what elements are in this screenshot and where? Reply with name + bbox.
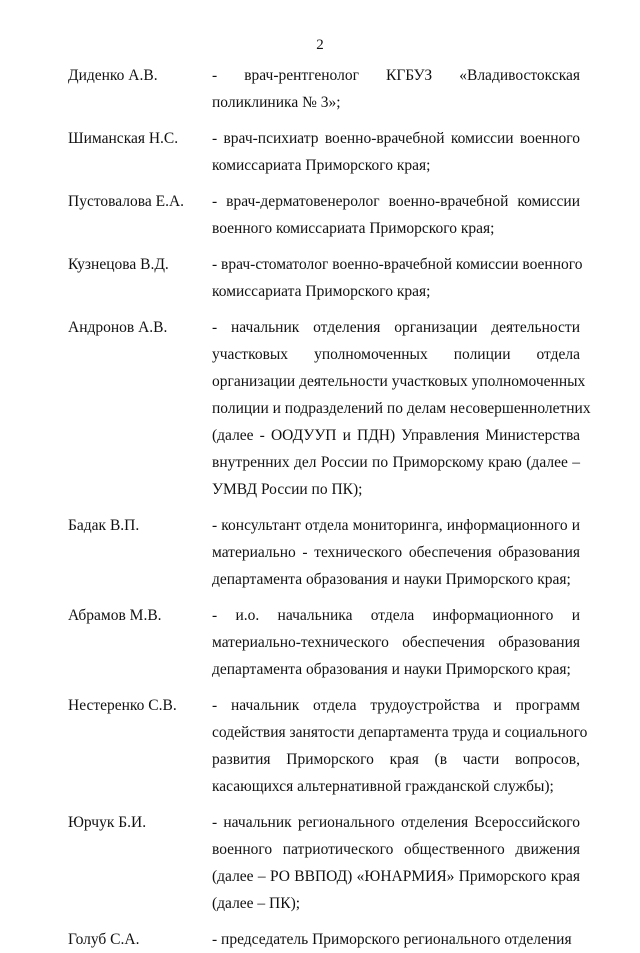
member-name: Диденко А.В.	[68, 67, 158, 84]
position-line: материально - технического обеспечения образования	[212, 544, 580, 561]
member-name: Абрамов М.В.	[68, 607, 162, 624]
position-line: - врач-стоматолог военно-врачебной комиссии военного	[212, 256, 583, 273]
position-line: поликлиника № 3»;	[212, 94, 341, 111]
position-line: организации деятельности участковых уполномоченных	[212, 373, 586, 390]
position-line: УМВД России по ПК);	[212, 481, 363, 498]
position-line: комиссариата Приморского края;	[212, 157, 431, 174]
member-name: Юрчук Б.И.	[68, 814, 147, 831]
page-number: 2	[316, 37, 324, 53]
position-line: - врач-рентгенолог КГБУЗ «Владивостокская	[212, 67, 580, 84]
position-line: военного комиссариата Приморского края;	[212, 220, 495, 237]
member-name: Шиманская Н.С.	[68, 130, 179, 147]
position-line: (далее – ПК);	[212, 895, 301, 912]
member-name: Голуб С.А.	[68, 931, 140, 948]
position-line: департамента образования и науки Приморского края;	[212, 661, 571, 678]
position-line: департамента образования и науки Приморского края;	[212, 571, 571, 588]
position-line: - врач-психиатр военно-врачебной комиссии военного	[212, 130, 580, 147]
member-position	[212, 251, 583, 305]
position-line: - председатель Приморского регионального отделения	[212, 931, 572, 948]
position-line: - начальник регионального отделения Всероссийского	[212, 814, 580, 831]
member-name: Бадак В.П.	[68, 517, 140, 534]
member-name: Пустовалова Е.А.	[68, 193, 185, 210]
position-line: касающихся альтернативной гражданской службы);	[212, 778, 554, 795]
position-line: - врач-дерматовенеролог военно-врачебной комиссии	[212, 193, 580, 210]
member-list	[0, 62, 640, 953]
position-line: комиссариата Приморского края;	[212, 283, 431, 300]
member-position	[212, 926, 580, 953]
position-line: внутренних дел России по Приморскому краю (далее –	[212, 454, 580, 471]
position-line: - начальник отдела трудоустройства и программ	[212, 697, 580, 714]
position-line: - консультант отдела мониторинга, информационного и	[212, 517, 580, 534]
list-item	[0, 125, 640, 179]
list-item	[0, 512, 640, 593]
member-position	[212, 314, 591, 503]
list-item	[0, 692, 640, 800]
position-line: участковых уполномоченных полиции отдела	[212, 346, 580, 363]
member-position	[212, 692, 588, 800]
position-line: военного патриотического общественного движения	[212, 841, 580, 858]
member-position	[212, 125, 580, 179]
position-line: (далее – РО ВВПОД) «ЮНАРМИЯ» Приморского края	[212, 868, 580, 885]
position-line: содействия занятости департамента труда и социального	[212, 724, 588, 741]
member-position	[212, 62, 580, 116]
list-item	[0, 602, 640, 683]
member-position	[212, 602, 580, 683]
member-name: Кузнецова В.Д.	[68, 256, 169, 273]
member-name: Андронов А.В.	[68, 319, 168, 336]
list-item	[0, 314, 640, 503]
member-position	[212, 188, 580, 242]
list-item	[0, 926, 640, 953]
member-name: Нестеренко С.В.	[68, 697, 177, 714]
position-line: (далее - ООДУУП и ПДН) Управления Министерства	[212, 427, 580, 444]
position-line: - начальник отделения организации деятельности	[212, 319, 580, 336]
member-position	[212, 809, 580, 917]
member-position	[212, 512, 580, 593]
position-line: развития Приморского края (в части вопросов,	[212, 751, 580, 768]
list-item	[0, 809, 640, 917]
position-line: - и.о. начальника отдела информационного и	[212, 607, 580, 624]
list-item	[0, 188, 640, 242]
list-item	[0, 62, 640, 116]
position-line: материально-технического обеспечения образования	[212, 634, 580, 651]
position-line: полиции и подразделений по делам несовершеннолетних	[212, 400, 591, 417]
list-item	[0, 251, 640, 305]
